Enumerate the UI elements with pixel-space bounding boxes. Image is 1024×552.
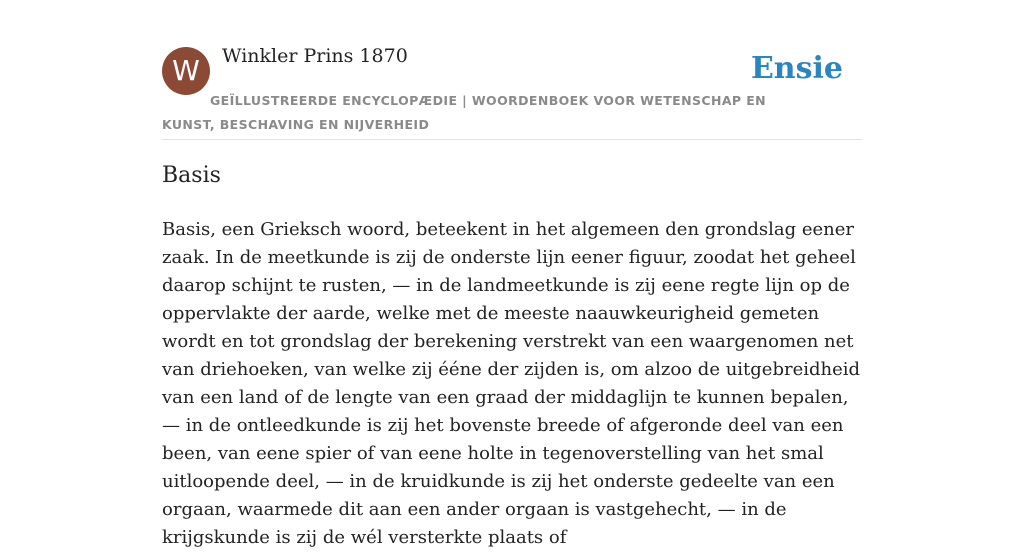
source-subtitle: GEÏLLUSTREERDE ENCYCLOPÆDIE | WOORDENBOEK VOOR WETENSCHAP EN KUNST, BESCHAVING EN NIJVERHEID [162, 93, 767, 132]
source-header [162, 0, 862, 140]
ensie-logo[interactable]: Ensie [750, 51, 843, 86]
entry-title: Basis [162, 163, 221, 188]
content-column [162, 0, 862, 548]
source-title-link[interactable]: Winkler Prins 1870 [222, 45, 408, 67]
source-avatar[interactable]: W [162, 47, 210, 95]
entry-body: Basis, een Grieksch woord, beteekent in het algemeen den grondslag eener zaak. In de meetkunde is zij de onderste lijn eener figuur, zoodat het geheel daarop schijnt te rusten, — in de landmeetkunde is zij eene regte lijn op de oppervlakte der aarde, welke met de meeste naauwkeurigheid gemeten wordt en tot grondslag der berekening verstrekt van een waargenomen net van driehoeken, van welke zij ééne der zijden is, om alzoo de uitgebreidheid van een land of de lengte van een graad der middaglijn te kunnen bepalen, — in de ontleedkunde is zij het bovenste breede of afgeronde deel van een been, van eene spier of van eene holte in tegenoverstelling van het smal uitloopende deel, — in de kruidkunde is zij het onderste gedeelte van een orgaan, waarmede dit aan een ander orgaan is vastgehecht, — in de krijgskunde is zij de wél versterkte plaats of [162, 219, 861, 548]
